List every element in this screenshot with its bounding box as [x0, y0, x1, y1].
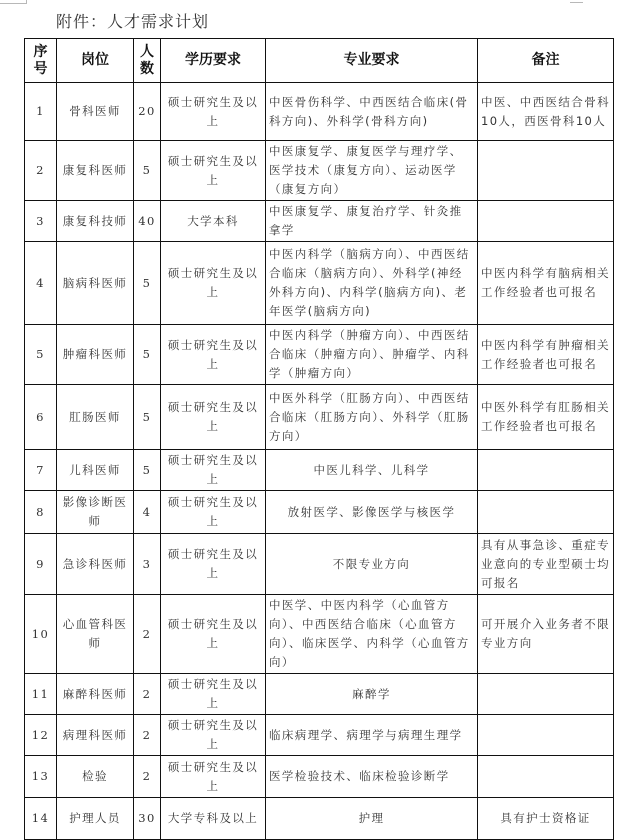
- table-row: [25, 325, 614, 385]
- cell-seq: 14: [25, 798, 57, 840]
- cell-count: 5: [134, 385, 161, 450]
- cell-position: 儿科医师: [57, 450, 134, 491]
- cell-education: 硕士研究生及以上: [161, 674, 266, 715]
- cell-count: 5: [134, 141, 161, 201]
- cell-education: 硕士研究生及以上: [161, 534, 266, 595]
- cell-education: 硕士研究生及以上: [161, 325, 266, 385]
- page-corner-mark-right: [570, 0, 583, 3]
- cell-count: 4: [134, 491, 161, 534]
- header-note: 备注: [478, 39, 614, 83]
- cell-note: 具有从事急诊、重症专业意向的专业型硕士均可报名: [478, 534, 614, 595]
- cell-count: 2: [134, 674, 161, 715]
- cell-position: 康复科医师: [57, 141, 134, 201]
- table-row: [25, 491, 614, 534]
- header-education: 学历要求: [161, 39, 266, 83]
- cell-note: [478, 141, 614, 201]
- cell-major: 中医学、中医内科学（心血管方向）、中西医结合临床（心血管方向）、临床医学、内科学（心血管方向）: [266, 595, 478, 674]
- cell-seq: 3: [25, 201, 57, 242]
- cell-education: 硕士研究生及以上: [161, 141, 266, 201]
- table-row: [25, 141, 614, 201]
- cell-position: 病理科医师: [57, 715, 134, 756]
- cell-position: 麻醉科医师: [57, 674, 134, 715]
- header-major: 专业要求: [266, 39, 478, 83]
- cell-count: 5: [134, 242, 161, 325]
- cell-major: 中医外科学（肛肠方向）、中西医结合临床（肛肠方向）、外科学（肛肠方向）: [266, 385, 478, 450]
- cell-position: 心血管科医师: [57, 595, 134, 674]
- cell-count: 30: [134, 798, 161, 840]
- cell-position: 肿瘤科医师: [57, 325, 134, 385]
- cell-education: 硕士研究生及以上: [161, 242, 266, 325]
- cell-seq: 2: [25, 141, 57, 201]
- cell-note: 中医外科学有肛肠相关工作经验者也可报名: [478, 385, 614, 450]
- table-row: [25, 798, 614, 840]
- page-corner-mark-left: [0, 0, 27, 4]
- cell-education: 硕士研究生及以上: [161, 756, 266, 798]
- cell-major: 中医骨伤科学、中西医结合临床(骨科方向)、外科学(骨科方向): [266, 83, 478, 141]
- cell-seq: 5: [25, 325, 57, 385]
- cell-major: 医学检验技术、临床检验诊断学: [266, 756, 478, 798]
- cell-education: 大学专科及以上: [161, 798, 266, 840]
- cell-seq: 1: [25, 83, 57, 141]
- header-seq: 序号: [25, 39, 57, 83]
- cell-seq: 10: [25, 595, 57, 674]
- cell-position: 检验: [57, 756, 134, 798]
- cell-major: 中医儿科学、儿科学: [266, 450, 478, 491]
- cell-position: 影像诊断医师: [57, 491, 134, 534]
- cell-seq: 8: [25, 491, 57, 534]
- cell-count: 5: [134, 450, 161, 491]
- document-title: 附件：人才需求计划: [56, 12, 210, 31]
- cell-education: 硕士研究生及以上: [161, 385, 266, 450]
- cell-major: 麻醉学: [266, 674, 478, 715]
- cell-major: 中医康复学、康复治疗学、针灸推拿学: [266, 201, 478, 242]
- cell-position: 急诊科医师: [57, 534, 134, 595]
- table-row: [25, 595, 614, 674]
- cell-count: 3: [134, 534, 161, 595]
- cell-note: 中医、中西医结合骨科10人，西医骨科10人: [478, 83, 614, 141]
- table-row: [25, 674, 614, 715]
- cell-note: 具有护士资格证: [478, 798, 614, 840]
- cell-position: 护理人员: [57, 798, 134, 840]
- cell-major: 不限专业方向: [266, 534, 478, 595]
- table-row: [25, 385, 614, 450]
- cell-major: 放射医学、影像医学与核医学: [266, 491, 478, 534]
- cell-count: 40: [134, 201, 161, 242]
- table-row: [25, 201, 614, 242]
- cell-education: 硕士研究生及以上: [161, 450, 266, 491]
- cell-seq: 9: [25, 534, 57, 595]
- cell-note: [478, 715, 614, 756]
- cell-education: 硕士研究生及以上: [161, 491, 266, 534]
- cell-count: 5: [134, 325, 161, 385]
- cell-position: 脑病科医师: [57, 242, 134, 325]
- cell-note: 中医内科学有肿瘤相关工作经验者也可报名: [478, 325, 614, 385]
- table-row: [25, 242, 614, 325]
- table-row: [25, 83, 614, 141]
- cell-major: 中医内科学（肿瘤方向）、中西医结合临床（肿瘤方向）、肿瘤学、内科学（肿瘤方向）: [266, 325, 478, 385]
- table-header-row: [25, 39, 614, 83]
- cell-seq: 6: [25, 385, 57, 450]
- cell-count: 20: [134, 83, 161, 141]
- talent-demand-table: [24, 38, 614, 840]
- cell-note: 中医内科学有脑病相关工作经验者也可报名: [478, 242, 614, 325]
- cell-count: 2: [134, 715, 161, 756]
- cell-education: 大学本科: [161, 201, 266, 242]
- cell-education: 硕士研究生及以上: [161, 595, 266, 674]
- cell-education: 硕士研究生及以上: [161, 83, 266, 141]
- cell-major: 临床病理学、病理学与病理生理学: [266, 715, 478, 756]
- cell-note: [478, 450, 614, 491]
- cell-seq: 11: [25, 674, 57, 715]
- cell-education: 硕士研究生及以上: [161, 715, 266, 756]
- header-position: 岗位: [57, 39, 134, 83]
- cell-note: [478, 201, 614, 242]
- cell-seq: 4: [25, 242, 57, 325]
- table-row: [25, 534, 614, 595]
- table-row: [25, 450, 614, 491]
- header-count: 人数: [134, 39, 161, 83]
- cell-note: [478, 674, 614, 715]
- cell-count: 2: [134, 756, 161, 798]
- cell-major: 护理: [266, 798, 478, 840]
- cell-position: 骨科医师: [57, 83, 134, 141]
- table-row: [25, 715, 614, 756]
- cell-count: 2: [134, 595, 161, 674]
- cell-major: 中医康复学、康复医学与理疗学、医学技术（康复方向）、运动医学（康复方向）: [266, 141, 478, 201]
- cell-seq: 12: [25, 715, 57, 756]
- cell-note: [478, 491, 614, 534]
- cell-position: 肛肠医师: [57, 385, 134, 450]
- cell-major: 中医内科学（脑病方向）、中西医结合临床（脑病方向）、外科学(神经外科方向)、内科学(脑病方向)、老年医学(脑病方向): [266, 242, 478, 325]
- cell-note: 可开展介入业务者不限专业方向: [478, 595, 614, 674]
- cell-position: 康复科技师: [57, 201, 134, 242]
- cell-seq: 13: [25, 756, 57, 798]
- cell-seq: 7: [25, 450, 57, 491]
- cell-note: [478, 756, 614, 798]
- table-row: [25, 756, 614, 798]
